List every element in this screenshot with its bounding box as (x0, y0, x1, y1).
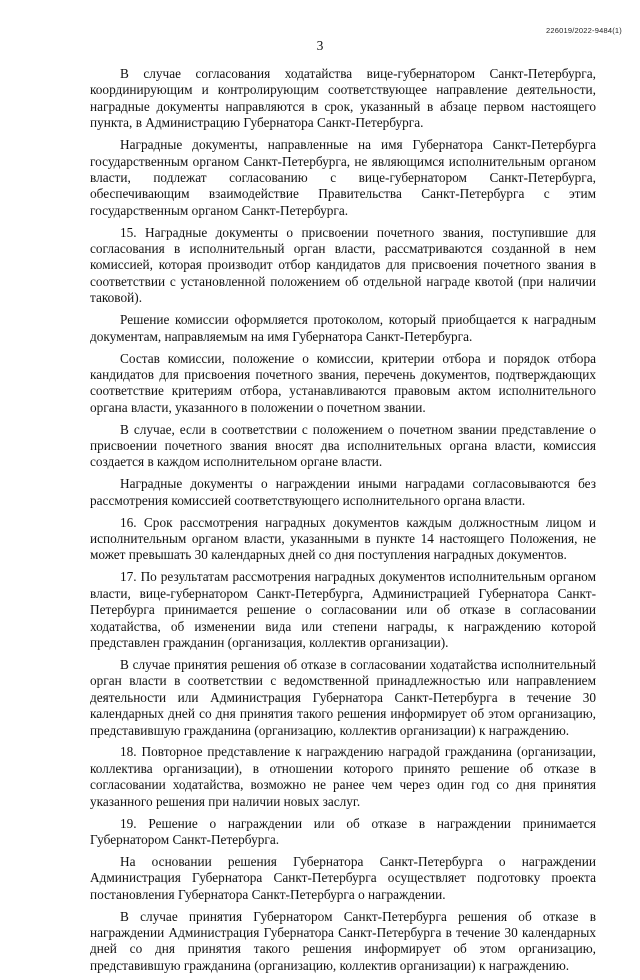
paragraph: Решение комиссии оформляется протоколом, который приобщается к наградным документам, направляемым на имя Губернатора Санкт-Петербурга. (90, 312, 596, 344)
document-body (90, 66, 596, 980)
paragraph: В случае, если в соответствии с положением о почетном звании представление о присвоении почетного звания вносят два исполнительных органа власти, комиссия создается в каждом исполнительном органе власти. (90, 421, 596, 470)
paragraph: 18. Повторное представление к награждению наградой гражданина (организации, коллектива организации), в отношении которого принято решение об отказе в согласовании ходатайства, возможно не ранее чем через один год со дня принятия указанного решения при наличии новых заслуг. (90, 744, 596, 809)
paragraph: В случае принятия Губернатором Санкт-Петербурга решения об отказе в награждении Администрация Губернатора Санкт-Петербурга в течение 30 календарных дней со дня принятия такого решения информирует об этом организацию, представившую гражданина (организацию, коллектив организации) к награждению. (90, 908, 596, 973)
paragraph: 19. Решение о награждении или об отказе в награждении принимается Губернатором Санкт-Петербурга. (90, 815, 596, 847)
paragraph: 17. По результатам рассмотрения наградных документов исполнительным органом власти, вице-губернатором Санкт-Петербурга, Администрацией Губернатора Санкт-Петербурга принимается решение о согласовании или об отказе в согласовании ходатайства, об изменении вида или степени награды, к награждению которой представлен гражданин (организация, коллектив организации). (90, 569, 596, 650)
document-registration-number: 226019/2022-9484(1) (546, 26, 622, 35)
paragraph: Наградные документы о награждении иными наградами согласовываются без рассмотрения комиссией соответствующего исполнительного органа власти. (90, 476, 596, 508)
paragraph: В случае принятия решения об отказе в согласовании ходатайства исполнительный орган власти в соответствии с ведомственной принадлежностью или направлением деятельности или Администрация Губернатора Санкт-Петербурга в течение 30 календарных дней со дня принятия такого решения информирует об этом организацию, представившую гражданина (организацию, коллектив организации) к награждению. (90, 656, 596, 738)
page-number: 3 (316, 38, 324, 53)
paragraph: 15. Наградные документы о присвоении почетного звания, поступившие для согласования в исполнительный орган власти, рассматриваются созданной в нем комиссией, которая производит отбор кандидатов для присвоения почетного звания в соответствии с установленной положением об отдельной награде квотой (при наличии таковой). (90, 224, 596, 306)
paragraph: Наградные документы, направленные на имя Губернатора Санкт-Петербурга государственным органом Санкт-Петербурга, не являющимся исполнительным органом власти, подлежат согласованию с вице-губернатором Санкт-Петербурга, обеспечивающим взаимодействие Правительства Санкт-Петербурга с этим государственным органом Санкт-Петербурга. (90, 137, 596, 218)
paragraph: На основании решения Губернатора Санкт-Петербурга о награждении Администрация Губернатора Санкт-Петербурга осуществляет подготовку проекта постановления Губернатора Санкт-Петербурга о награждении. (90, 853, 596, 902)
paragraph: В случае согласования ходатайства вице-губернатором Санкт-Петербурга, координирующим и контролирующим соответствующее направление деятельности, наградные документы направляются в срок, указанный в абзаце первом настоящего пункта, в Администрацию Губернатора Санкт-Петербурга. (90, 66, 596, 131)
paragraph: Состав комиссии, положение о комиссии, критерии отбора и порядок отбора кандидатов для присвоения почетного звания, перечень документов, подтверждающих соответствие критериям отбора, устанавливаются правовым актом исполнительного органа власти, указанного в положении о почетном звании. (90, 350, 596, 415)
paragraph: 16. Срок рассмотрения наградных документов каждым должностным лицом и исполнительным органом власти, указанными в пункте 14 настоящего Положения, не может превышать 30 календарных дней со дня поступления наградных документов. (90, 514, 596, 563)
bottom-margin-mark (276, 898, 296, 900)
